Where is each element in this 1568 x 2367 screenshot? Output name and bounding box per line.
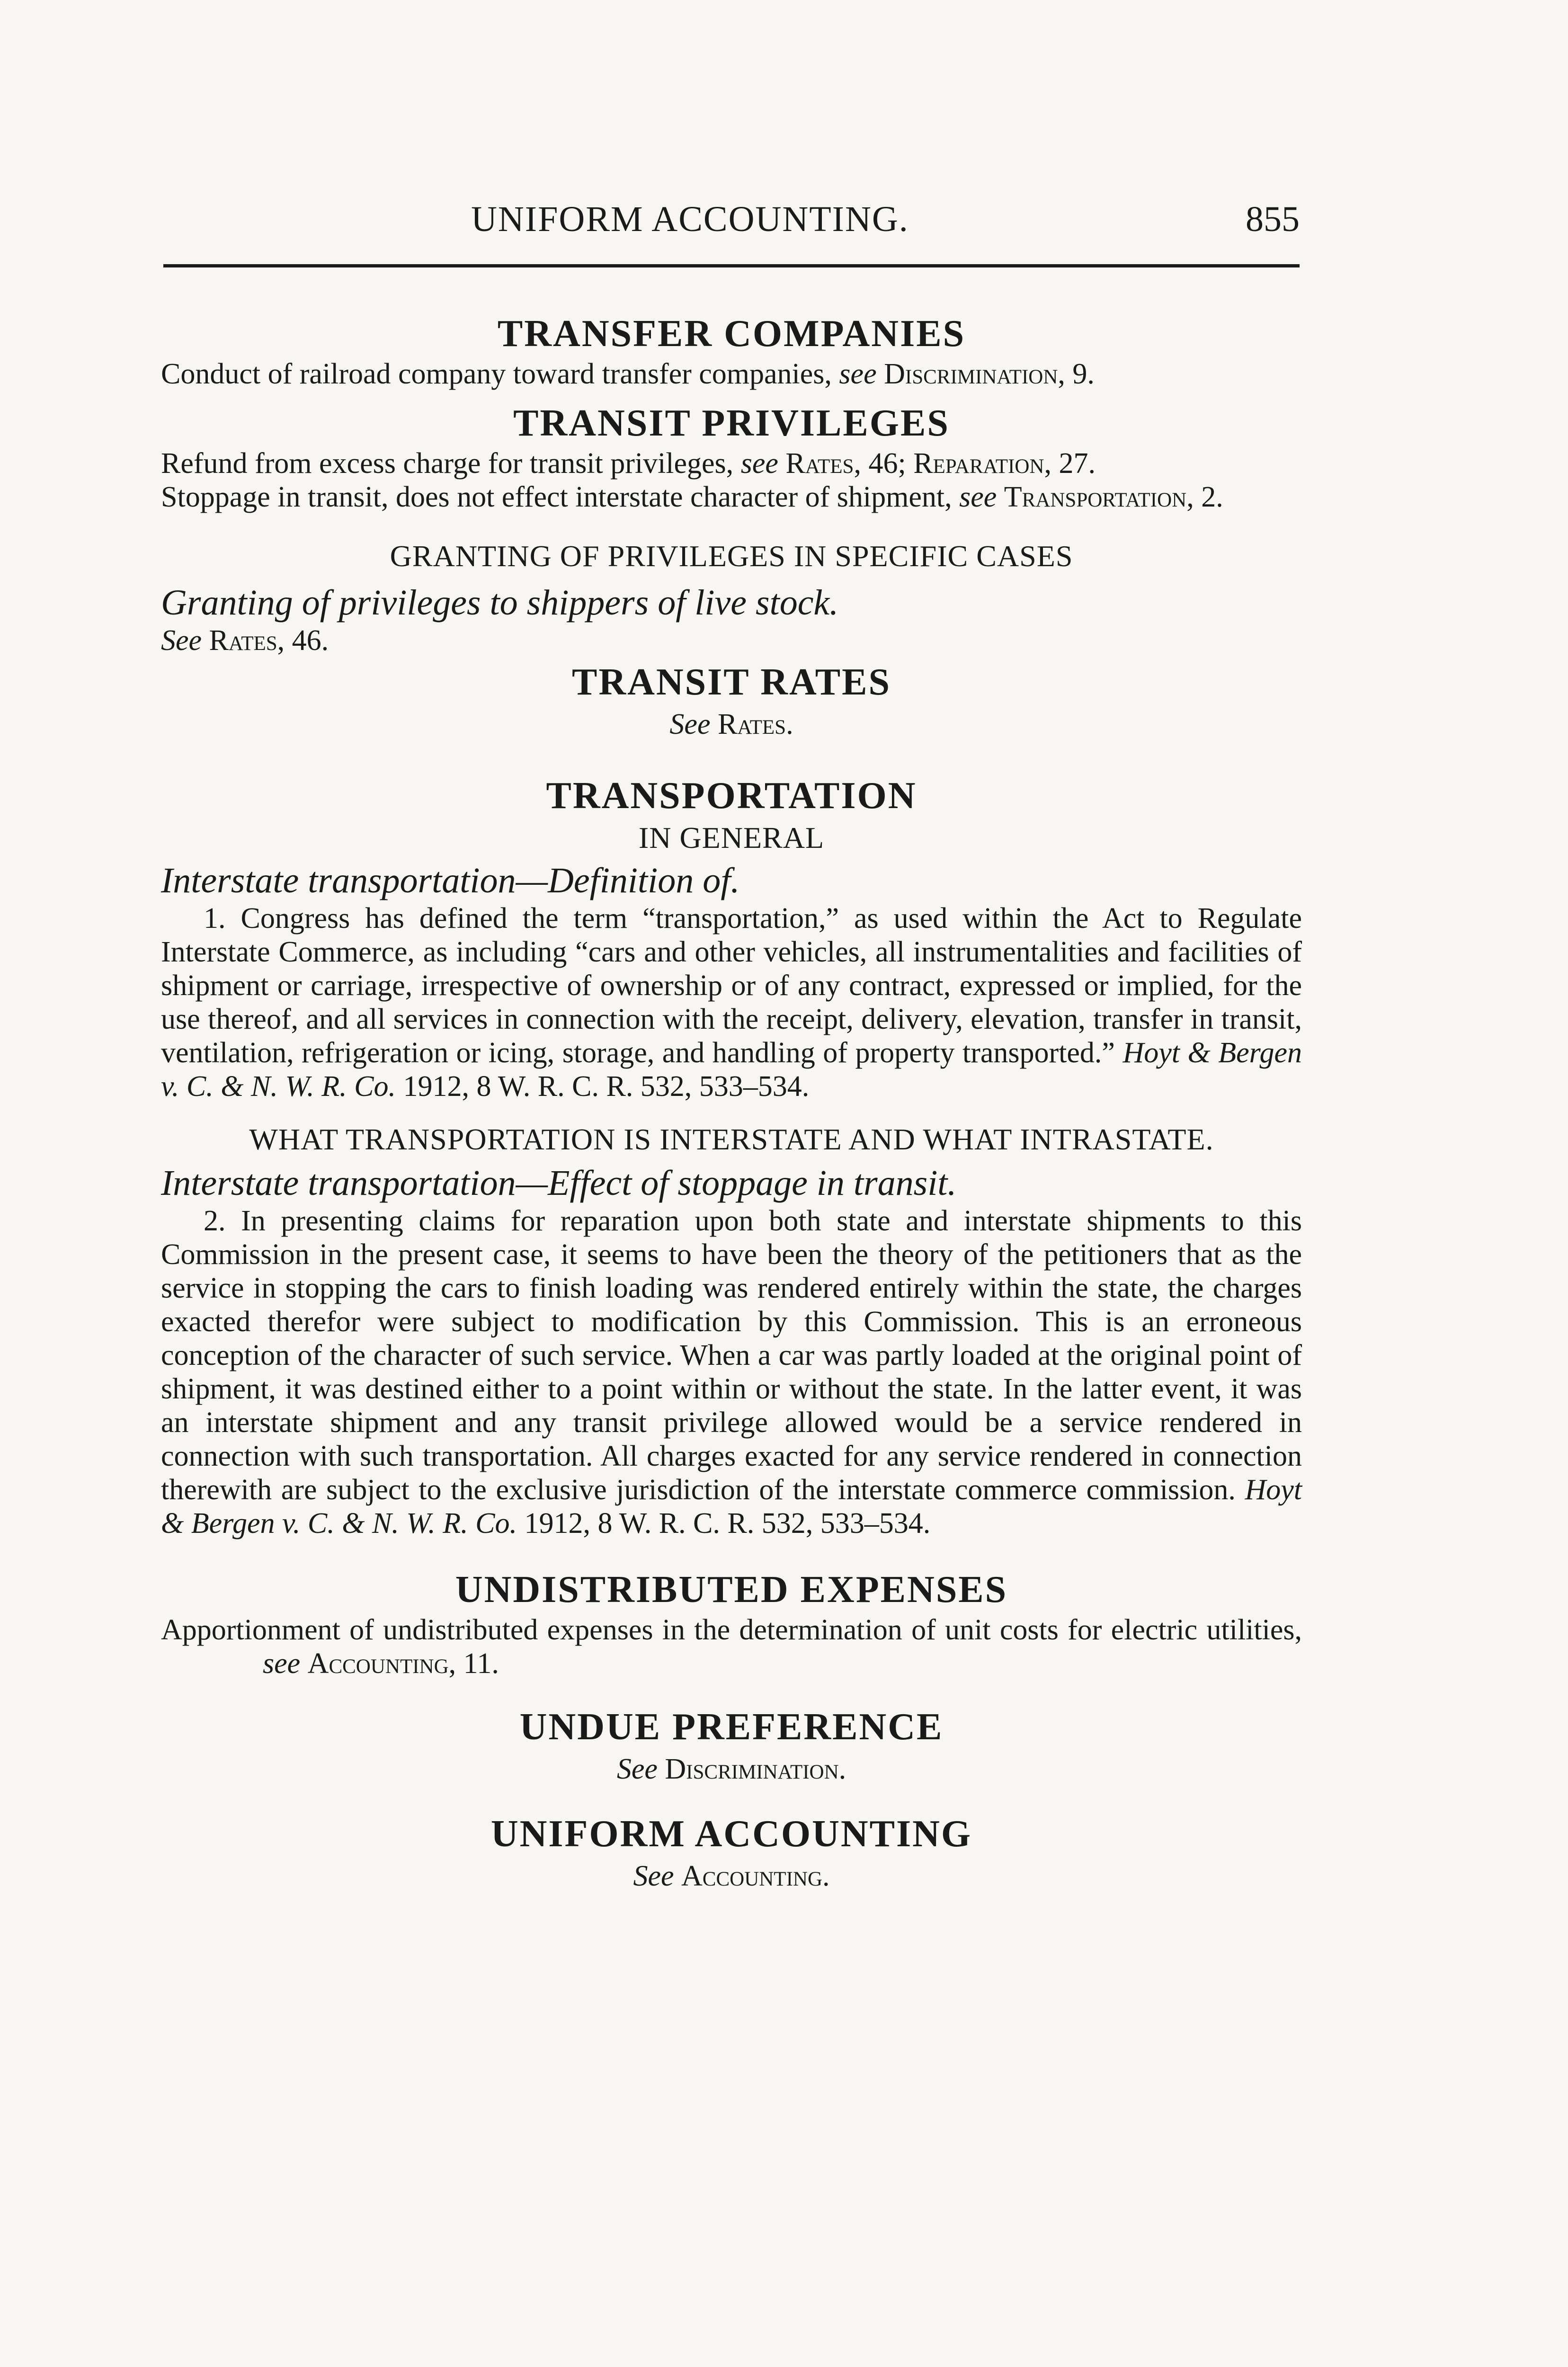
- reference-number: , 46.: [277, 624, 329, 657]
- citation: 1912, 8 W. R. C. R. 532, 533–534.: [396, 1070, 810, 1103]
- cross-reference: Transportation: [1004, 481, 1187, 513]
- cross-reference: Accounting: [681, 1860, 823, 1892]
- section-heading-transportation: TRANSPORTATION: [546, 775, 917, 817]
- paragraph-1: [161, 902, 1302, 1103]
- paragraph-text: 1. Congress has defined the term “transportation,” as used within the Act to Regulate Interstate Commerce, as including “cars and other vehicles, all instrumentalities and facilities of shipment or carriage, irrespective of ownership or of any contract, expressed or implied, for the use thereof, and all services in connection with the receipt, delivery, elevation, transfer in transit, ventilation, refrigeration or icing, storage, and handling of property transported.”: [161, 902, 1302, 1069]
- page-number: 855: [1246, 199, 1300, 239]
- see-word: see: [740, 447, 778, 480]
- see-word: See: [669, 708, 711, 740]
- see-word: See: [616, 1753, 658, 1785]
- see-word: see: [959, 481, 997, 513]
- subheading-in-general: IN GENERAL: [638, 821, 825, 854]
- see-line-rates: [161, 624, 1302, 658]
- section-heading-transit-rates: TRANSIT RATES: [571, 661, 891, 703]
- index-entry-stoppage: [161, 481, 1302, 514]
- reference-number: , 9.: [1058, 358, 1095, 390]
- reference-number: .: [822, 1860, 830, 1892]
- cross-reference: Discrimination: [884, 358, 1058, 390]
- section-heading-uniform-accounting: UNIFORM ACCOUNTING: [490, 1813, 972, 1855]
- running-head: [163, 199, 1300, 256]
- reference-number: , 46;: [854, 447, 914, 480]
- reference-number: , 27.: [1044, 447, 1096, 480]
- caption-stoppage: Interstate transportation—Effect of stoppage in transit.: [161, 1163, 957, 1203]
- running-head-title: UNIFORM ACCOUNTING.: [471, 199, 909, 239]
- see-word: See: [633, 1860, 674, 1892]
- cross-reference: Reparation: [913, 447, 1044, 480]
- reference-number: .: [838, 1753, 846, 1785]
- cross-reference: Discrimination: [665, 1753, 839, 1785]
- header-rule: [163, 264, 1300, 267]
- see-word: see: [263, 1647, 301, 1680]
- section-heading-transfer-companies: TRANSFER COMPANIES: [497, 313, 966, 355]
- subheading-interstate-intrastate: WHAT TRANSPORTATION IS INTERSTATE AND WHAT INTRASTATE.: [249, 1122, 1214, 1156]
- index-entry-transfer-companies: [161, 357, 1302, 391]
- section-heading-undistributed-expenses: UNDISTRIBUTED EXPENSES: [455, 1569, 1008, 1611]
- see-line-transit-rates: [161, 706, 1302, 743]
- section-heading-undue-preference: UNDUE PREFERENCE: [519, 1706, 944, 1748]
- index-entry-apportionment: [161, 1613, 1302, 1681]
- entry-text: Apportionment of undistributed expenses in the determination of unit costs for electric utilities,: [161, 1614, 1302, 1646]
- see-line-undue-preference: [161, 1751, 1302, 1788]
- reference-number: , 2.: [1186, 481, 1223, 513]
- page-body: [161, 310, 1302, 1895]
- reference-number: .: [786, 708, 793, 740]
- subheading-granting-privileges: GRANTING OF PRIVILEGES IN SPECIFIC CASES: [390, 539, 1073, 573]
- see-line-uniform-accounting: [161, 1858, 1302, 1895]
- cross-reference: Rates: [717, 708, 786, 740]
- case-name: Hoyt & Bergen v. C. & N. W. R. Co.: [161, 1474, 1302, 1539]
- citation: 1912, 8 W. R. C. R. 532, 533–534.: [517, 1507, 931, 1539]
- cross-reference: Rates: [209, 624, 277, 657]
- index-entry-refund: [161, 447, 1302, 481]
- case-name: Hoyt & Bergen v. C. & N. W. R. Co.: [161, 1037, 1302, 1103]
- see-word: See: [161, 624, 202, 657]
- cross-reference: Rates: [785, 447, 854, 480]
- entry-text: Conduct of railroad company toward transfer companies,: [161, 358, 839, 390]
- reference-number: , 11.: [448, 1647, 499, 1680]
- section-heading-transit-privileges: TRANSIT PRIVILEGES: [513, 402, 950, 444]
- caption-definition: Interstate transportation—Definition of.: [161, 861, 740, 900]
- entry-text: Refund from excess charge for transit privileges,: [161, 447, 741, 480]
- caption-live-stock: Granting of privileges to shippers of live stock.: [161, 583, 839, 623]
- entry-text: Stoppage in transit, does not effect interstate character of shipment,: [161, 481, 960, 513]
- paragraph-text: 2. In presenting claims for reparation upon both state and interstate shipments to this Commission in the present case, it seems to have been the theory of the petitioners that as the service in stopping the cars to finish loading was rendered entirely within the state, the charges exacted therefor were subject to modification by this Commission. This is an erroneous conception of the character of such service. When a car was partly loaded at the original point of shipment, it was destined either to a point within or without the state. In the latter event, it was an interstate shipment and any transit privilege allowed would be a service rendered in connection with such transportation. All charges exacted for any service rendered in connection therewith are subject to the exclusive jurisdiction of the interstate commerce commission.: [161, 1205, 1302, 1506]
- see-word: see: [839, 358, 877, 390]
- paragraph-2: [161, 1204, 1302, 1540]
- cross-reference: Accounting: [307, 1647, 449, 1680]
